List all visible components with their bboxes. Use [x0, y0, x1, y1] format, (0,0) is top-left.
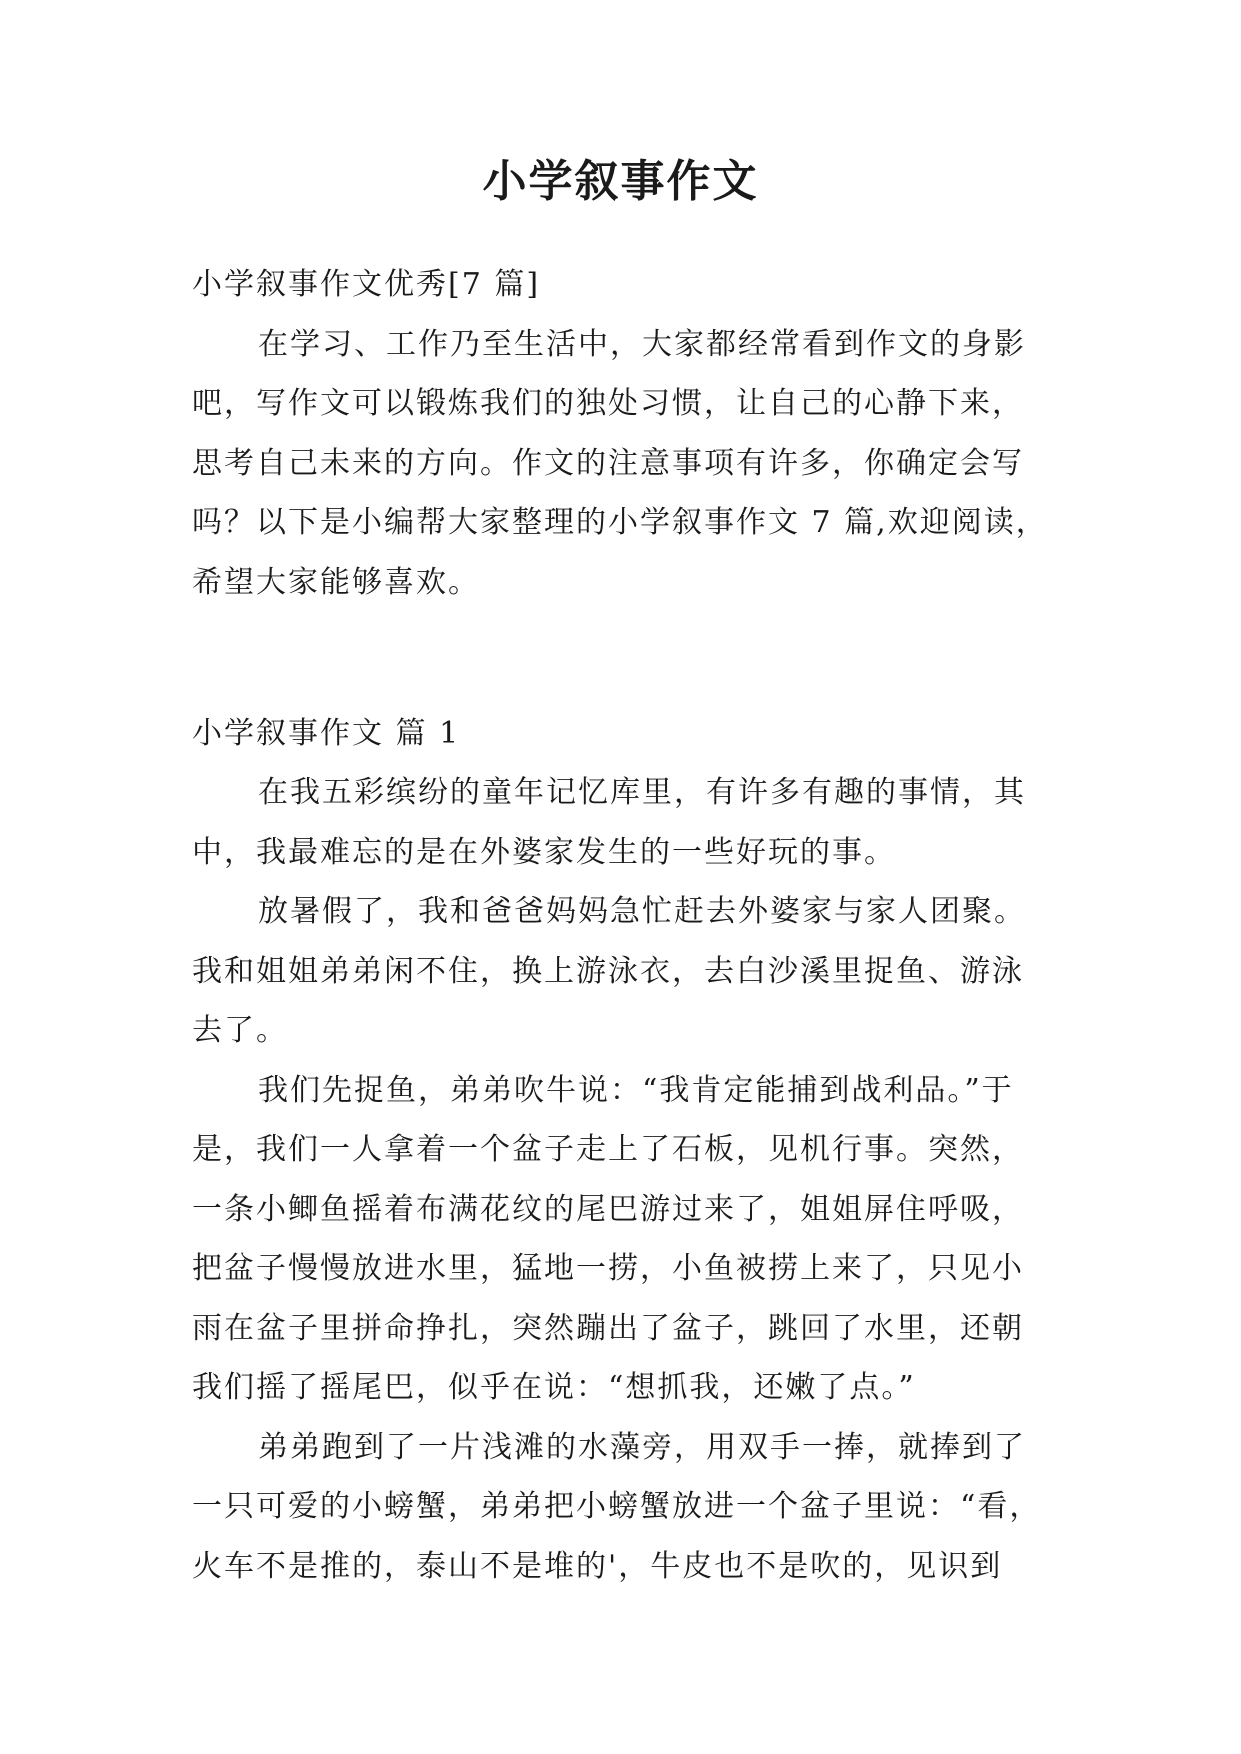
document-title: 小学叙事作文	[482, 156, 759, 207]
text-line: 去了。	[192, 1013, 288, 1048]
text-line: 我和姐姐弟弟闲不住，换上游泳衣，去白沙溪里捉鱼、游泳	[192, 953, 1024, 989]
text-line: 小学叙事作文优秀[7 篇]	[192, 267, 541, 302]
text-line: 吗？以下是小编帮大家整理的小学叙事作文 7 篇,欢迎阅读，	[192, 505, 1048, 540]
text-line: 把盆子慢慢放进水里，猛地一捞，小鱼被捞上来了，只见小	[192, 1251, 1024, 1286]
text-line: 思考自己未来的方向。作文的注意事项有许多，你确定会写	[192, 445, 1024, 481]
text-line: 小学叙事作文 篇 1	[192, 715, 461, 751]
document-body	[192, 255, 1072, 1596]
text-line: 在学习、工作乃至生活中，大家都经常看到作文的身影	[258, 326, 1026, 362]
paragraph-gap	[192, 628, 1072, 688]
text-line: 火车不是推的，泰山不是堆的'，牛皮也不是吹的，见识到	[192, 1548, 1003, 1584]
text-line: 放暑假了，我和爸爸妈妈急忙赶去外婆家与家人团聚。	[258, 894, 1026, 929]
text-line: 弟弟跑到了一片浅滩的水藻旁，用双手一捧，就捧到了	[258, 1429, 1026, 1465]
text-line: 中，我最难忘的是在外婆家发生的一些好玩的事。	[192, 834, 896, 870]
text-line: 吧，写作文可以锻炼我们的独处习惯，让自己的心静下来，	[192, 386, 1024, 421]
text-line: 我们摇了摇尾巴，似乎在说：“想抓我，还嫩了点。”	[192, 1370, 916, 1405]
text-line: 是，我们一人拿着一个盆子走上了石板，见机行事。突然，	[192, 1132, 1024, 1167]
text-line: 一条小鲫鱼摇着布满花纹的尾巴游过来了，姐姐屏住呼吸，	[192, 1191, 1024, 1227]
text-line: 我们先捉鱼，弟弟吹牛说：“我肯定能捕到战利品。”于	[258, 1072, 1014, 1108]
text-line: 雨在盆子里拼命挣扎，突然蹦出了盆子，跳回了水里，还朝	[192, 1310, 1024, 1346]
text-line: 希望大家能够喜欢。	[192, 564, 480, 600]
text-line: 一只可爱的小螃蟹，弟弟把小螃蟹放进一个盆子里说：“看，	[192, 1489, 1042, 1524]
text-line: 在我五彩缤纷的童年记忆库里，有许多有趣的事情，其	[258, 775, 1026, 810]
